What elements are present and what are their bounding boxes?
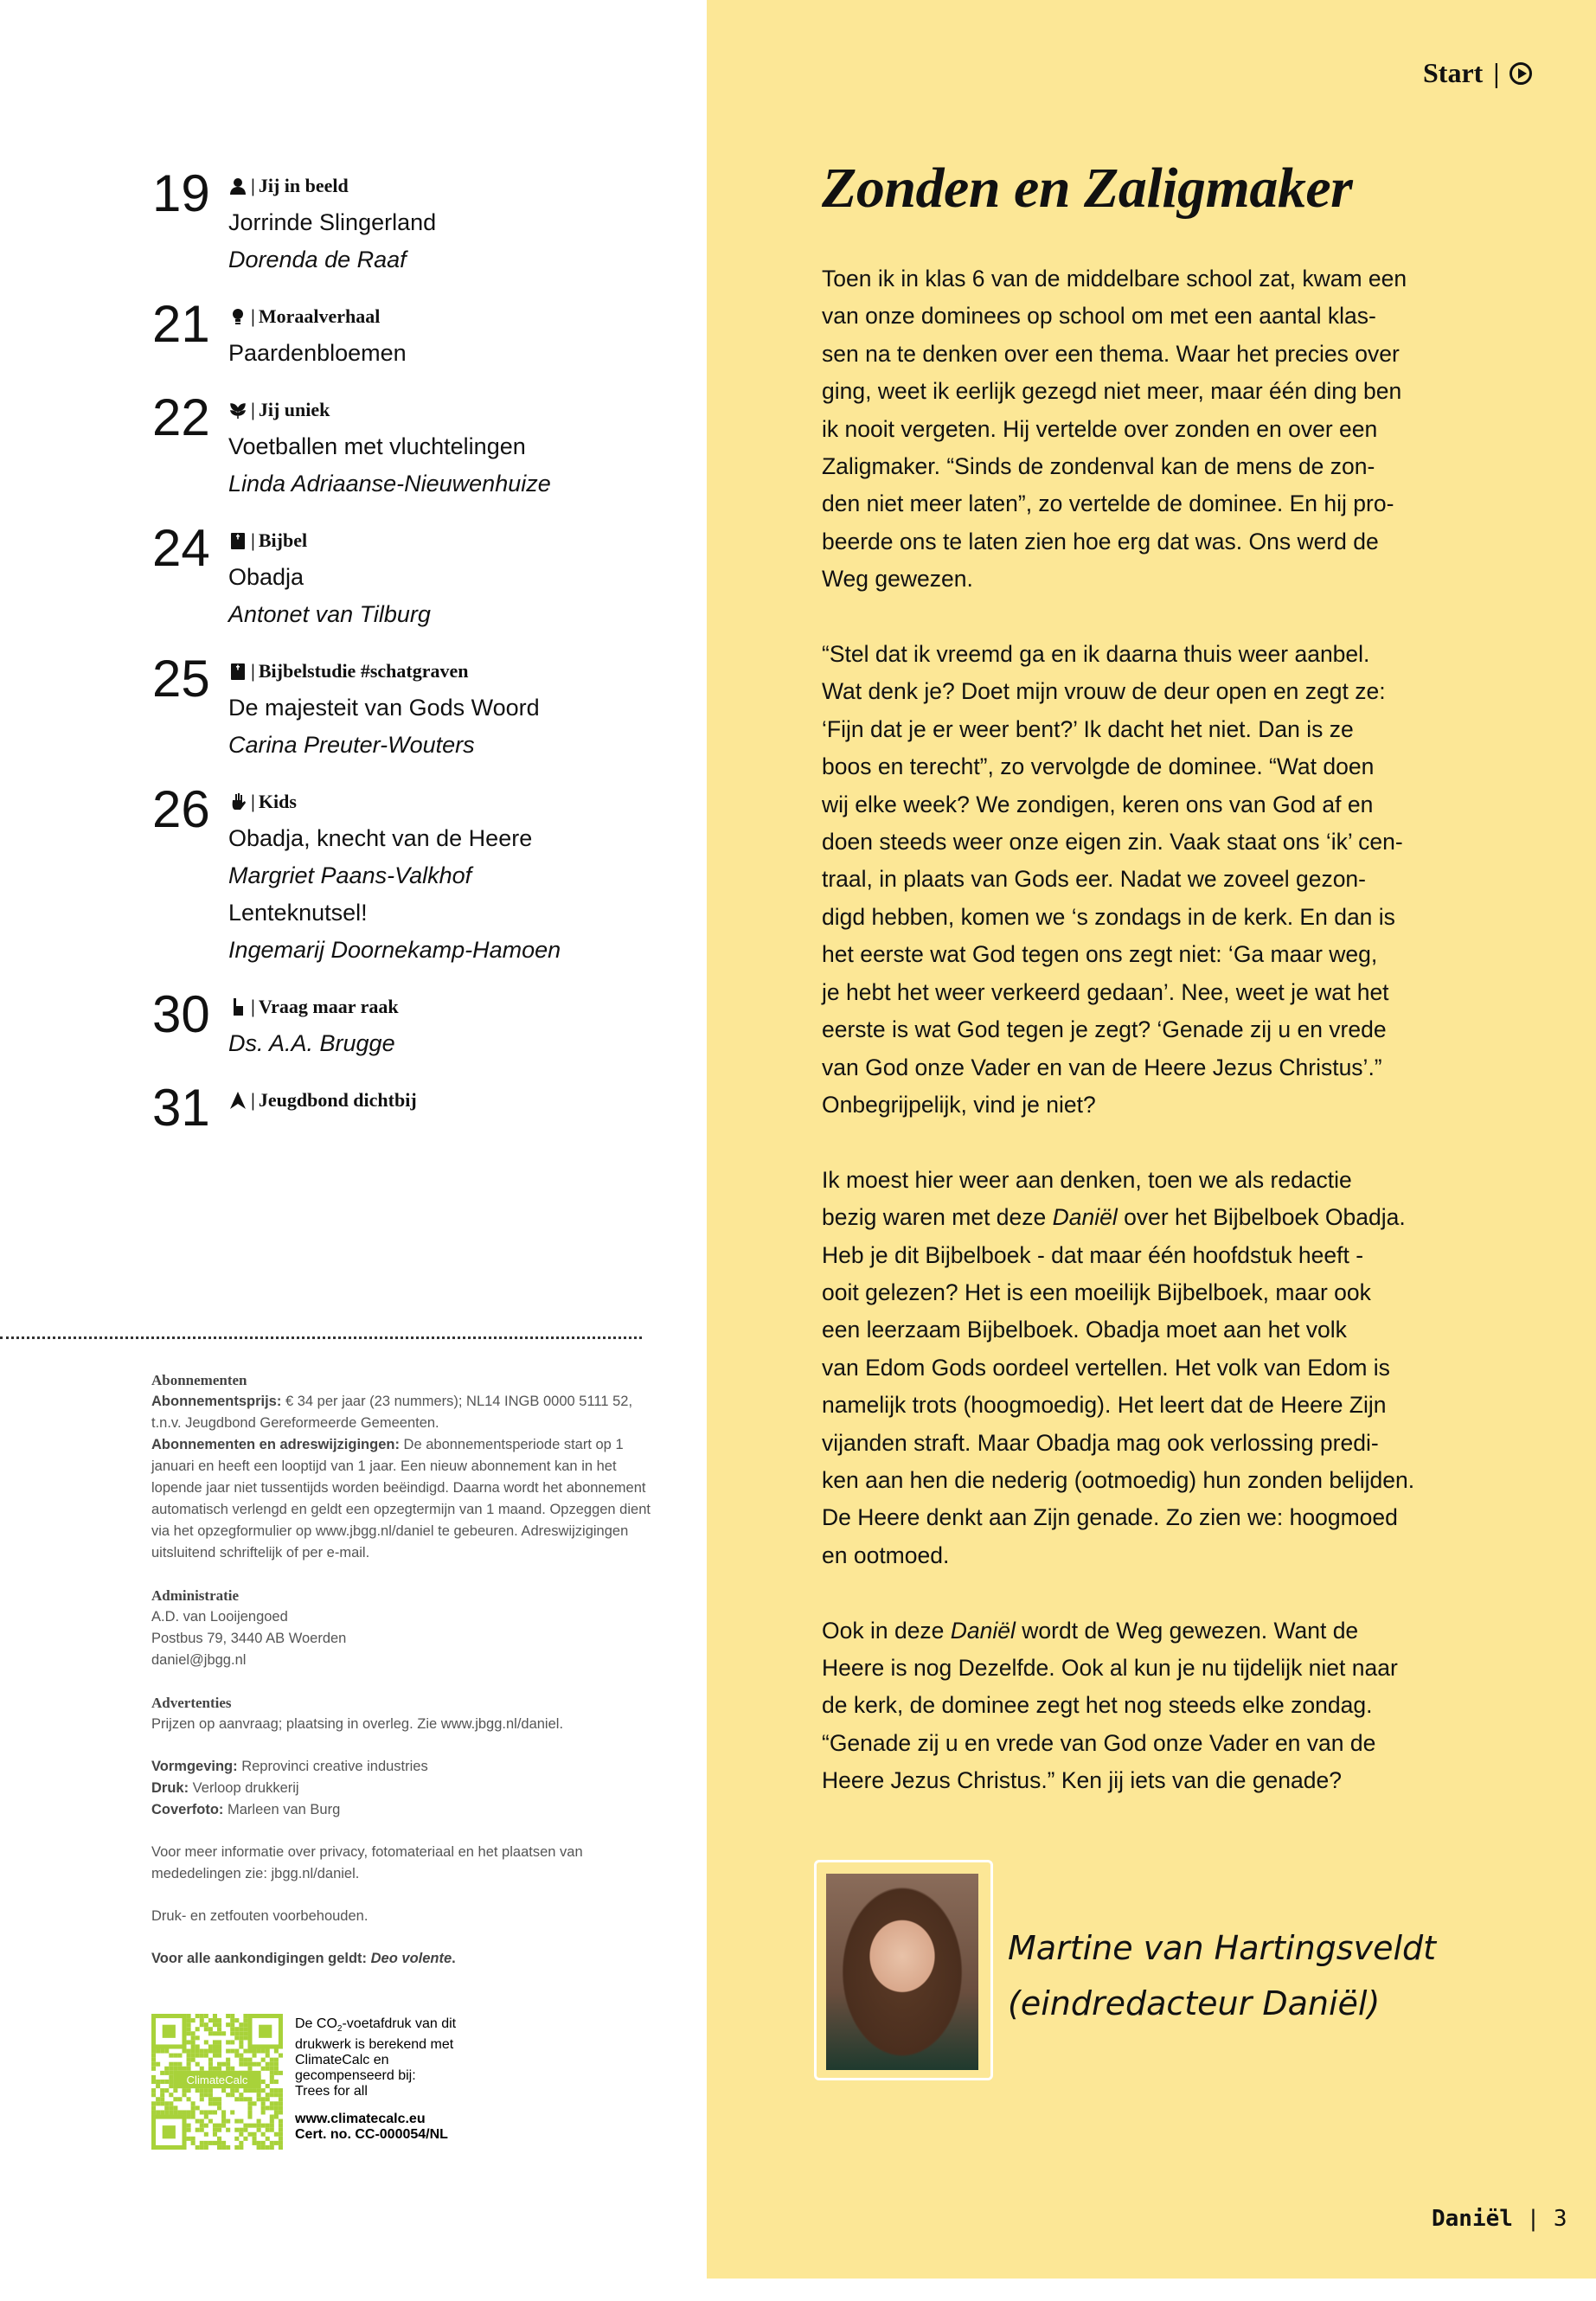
text-line: Ook in deze Daniël wordt de Weg gewezen. Want de xyxy=(822,1617,1359,1644)
article-title: Zonden en Zaligmaker xyxy=(822,157,1353,220)
text-line: ken aan hen die nederig (ootmoedig) hun zonden belijden. xyxy=(822,1466,1415,1493)
toc-entry[interactable] xyxy=(152,519,561,633)
toc-category: | Bijbelstudie #schatgraven xyxy=(228,652,561,689)
toc-category: | Jeugdbond dichtbij xyxy=(228,1081,561,1118)
text-line: ik nooit vergeten. Hij vertelde over zonden en over een xyxy=(822,415,1378,442)
text-line: je hebt het weer verkeerd gedaan’. Nee, weet je wat het xyxy=(822,978,1389,1005)
text-line: bezig waren met deze Daniël over het Bijbelboek Obadja. xyxy=(822,1204,1406,1231)
text-line: ooit gelezen? Het is een moeilijk Bijbelboek, maar ook xyxy=(822,1279,1371,1305)
hand-icon xyxy=(228,792,247,811)
climatecalc-qr-code[interactable] xyxy=(151,2014,283,2150)
admin-email[interactable]: daniel@jbgg.nl xyxy=(151,1652,247,1668)
text-line: namelijk trots (hoogmoedig). Het leert dat de Heere Zijn xyxy=(822,1392,1387,1419)
text-line: van Edom Gods oordeel vertellen. Het volk van Edom is xyxy=(822,1354,1390,1381)
text-line: Heere Jezus Christus.” Ken jij iets van die genade? xyxy=(822,1767,1342,1794)
lightbulb-icon xyxy=(228,307,247,326)
text-line: “Genade zij u en vrede van God onze Vader en van de xyxy=(822,1729,1376,1756)
toc-author: Margriet Paans-Valkhof xyxy=(228,862,472,888)
raised-hand-icon xyxy=(228,997,247,1016)
author-portrait xyxy=(826,1874,978,2070)
text-line: doen steeds weer onze eigen zin. Vaak staat ons ‘ik’ cen- xyxy=(822,829,1403,856)
toc-title: Obadja, knecht van de Heere xyxy=(228,825,533,851)
dotted-divider xyxy=(0,1336,642,1339)
toc-title: De majesteit van Gods Woord xyxy=(228,695,540,721)
text-line: Heb je dit Bijbelboek - dat maar één hoofdstuk heeft - xyxy=(822,1241,1364,1268)
start-label: Start xyxy=(1423,57,1484,88)
signature-role: (eindredacteur Daniël) xyxy=(1008,1984,1381,2022)
book-icon xyxy=(228,531,247,550)
toc-category: | Jij in beeld xyxy=(228,167,561,204)
text-line: Heere is nog Dezelfde. Ook al kun je nu tijdelijk niet naar xyxy=(822,1654,1398,1681)
credits: Vormgeving: Reprovinci creative industries Druk: Verloop drukkerij Coverfoto: Marleen van Burg xyxy=(151,1759,428,1817)
page-number: 3 xyxy=(1553,2206,1567,2232)
toc-author: Dorenda de Raaf xyxy=(228,247,407,272)
text-line: “Stel dat ik vreemd ga en ik daarna thuis weer aanbel. xyxy=(822,641,1370,668)
toc-title: Paardenbloemen xyxy=(228,340,407,366)
toc-title: Lenteknutsel! xyxy=(228,900,368,926)
text-line: Toen ik in klas 6 van de middelbare school zat, kwam een xyxy=(822,266,1407,292)
text-line: vijanden straft. Maar Obadja mag ook verlossing predi- xyxy=(822,1429,1379,1456)
toc-entry[interactable] xyxy=(152,388,561,503)
text-line: Wat denk je? Doet mijn vrouw de deur open en zegt ze: xyxy=(822,678,1386,705)
toc-author: Carina Preuter-Wouters xyxy=(228,732,475,758)
table-of-contents xyxy=(152,164,561,1138)
toc-author: Antonet van Tilburg xyxy=(228,601,431,627)
article-paragraph xyxy=(822,636,1414,1124)
text-line: ‘Fijn dat je er weer bent?’ Ik dacht het niet. Dan is ze xyxy=(822,715,1354,742)
toc-author: Linda Adriaanse-Nieuwenhuize xyxy=(228,471,551,497)
toc-category: | Moraalverhaal xyxy=(228,298,561,335)
text-line: sen na te denken over een thema. Waar het precies over xyxy=(822,340,1400,367)
text-line: en ootmoed. xyxy=(822,1541,950,1568)
toc-author: Ingemarij Doornekamp-Hamoen xyxy=(228,937,561,963)
text-line: Zaligmaker. “Sinds de zondenval kan de mens de zon- xyxy=(822,453,1375,480)
text-line: De Heere denkt aan Zijn genade. Zo zien we: hoogmoed xyxy=(822,1504,1398,1531)
toc-page-number: 30 xyxy=(152,985,210,1043)
text-line: Onbegrijpelijk, vind je niet? xyxy=(822,1091,1096,1118)
play-circle-icon[interactable] xyxy=(1509,62,1532,85)
article-paragraph xyxy=(822,260,1414,599)
text-line: beerde ons te laten zien hoe erg dat was. Ons werd de xyxy=(822,528,1379,554)
text-line: eerste is wat God tegen je zegt? ‘Genade zij u en vrede xyxy=(822,1016,1387,1043)
text-line: ging, weet ik eerlijk gezegd niet meer, maar één ding ben xyxy=(822,378,1402,405)
toc-author: Ds. A.A. Brugge xyxy=(228,1030,395,1056)
administratie-text: A.D. van Looijengoed Postbus 79, 3440 AB Woerden daniel@jbgg.nl xyxy=(151,1609,347,1668)
text-line: den niet meer laten”, zo vertelde de dominee. En hij pro- xyxy=(822,490,1394,517)
text-line: een leerzaam Bijbelboek. Obadja moet aan het volk xyxy=(822,1317,1347,1343)
toc-page-number: 22 xyxy=(152,388,210,446)
start-nav-link[interactable] xyxy=(1423,57,1532,89)
toc-page-number: 31 xyxy=(152,1079,210,1137)
person-icon xyxy=(228,176,247,195)
climatecalc-url[interactable]: www.climatecalc.eu xyxy=(295,2112,426,2127)
toc-category: | Bijbel xyxy=(228,522,561,559)
abonnementen-heading: Abonnementen xyxy=(151,1372,247,1388)
text-line: Ik moest hier weer aan denken, toen we als redactie xyxy=(822,1166,1352,1193)
colophon xyxy=(151,1369,653,1990)
toc-entry[interactable] xyxy=(152,652,561,764)
toc-page-number: 19 xyxy=(152,164,210,222)
toc-title: Jorrinde Slingerland xyxy=(228,209,437,235)
toc-category: | Kids xyxy=(228,783,561,820)
toc-entry[interactable] xyxy=(152,295,561,372)
separator: | xyxy=(1493,57,1500,88)
text-line: digd hebben, komen we ‘s zondags in de kerk. En dan is xyxy=(822,903,1395,930)
toc-entry[interactable] xyxy=(152,1079,561,1137)
toc-entry[interactable] xyxy=(152,164,561,279)
text-line: traal, in plaats van Gods eer. Nadat we zoveel gezon- xyxy=(822,866,1366,893)
article-paragraph xyxy=(822,1162,1414,1574)
svg-text:ClimateCalc: ClimateCalc xyxy=(186,2073,248,2087)
toc-title: Obadja xyxy=(228,564,304,590)
toc-category: | Vraag maar raak xyxy=(228,988,561,1025)
toc-entry[interactable] xyxy=(152,985,561,1062)
page-footer: Daniël | 3 xyxy=(1432,2206,1567,2232)
advertenties-heading: Advertenties xyxy=(151,1695,232,1711)
signature xyxy=(1008,1920,1436,2031)
toc-page-number: 21 xyxy=(152,295,210,353)
advertenties-text: Prijzen op aanvraag; plaatsing in overleg. Zie www.jbgg.nl/daniel. xyxy=(151,1716,564,1732)
toc-category: | Jij uniek xyxy=(228,391,561,428)
abonnementen-text: Abonnementsprijs: € 34 per jaar (23 nummers); NL14 INGB 0000 5111 52, t.n.v. Jeugdbond Gereformeerde Gemeenten. Abonnementen en adreswijzigingen: De abonnementsperiode start op 1 januari en heeft een looptijd van 1 jaar. Een nieuw abonnement kan in het lopende jaar niet tussentijds worden beëindigd. Daarna wordt het abonnement automatisch verlengd en geldt een opzegtermijn van 1 maand. Opzeggen dient via het opzegformulier op www.jbgg.nl/daniel te gebeuren. Adreswijzigingen uitsluitend schriftelijk of per e-mail. xyxy=(151,1394,651,1561)
text-line: wij elke week? We zondigen, keren ons van God af en xyxy=(822,791,1374,817)
co2-notice: De $CO_2$-voetafdruk van dit drukwerk is berekend met ClimateCalc en gecompenseerd bij: Trees for all www.climatecalc.eu Cert. no. CC-000054/NL xyxy=(295,2016,457,2143)
article-paragraph xyxy=(822,1612,1414,1800)
text-line: Weg gewezen. xyxy=(822,566,973,593)
sprout-icon xyxy=(228,401,247,420)
text-line: van onze dominees op school om met een aantal klas- xyxy=(822,303,1376,330)
privacy-text: Voor meer informatie over privacy, fotomateriaal en het plaatsen van mededelingen zie: jbgg.nl/daniel. xyxy=(151,1844,583,1881)
deo-volente: Voor alle aankondigingen geldt: Deo volente. xyxy=(151,1951,456,1966)
text-line: boos en terecht”, zo vervolgde de dominee. “Wat doen xyxy=(822,753,1375,780)
administratie-heading: Administratie xyxy=(151,1587,240,1604)
signature-name: Martine van Hartingsveldt xyxy=(1008,1929,1437,1967)
book-icon xyxy=(228,662,247,681)
text-line: van God onze Vader en van de Heere Jezus Christus’.” xyxy=(822,1054,1382,1080)
toc-page-number: 25 xyxy=(152,650,210,708)
text-line: de kerk, de dominee zegt het nog steeds elke zondag. xyxy=(822,1692,1373,1719)
toc-page-number: 26 xyxy=(152,780,210,838)
toc-page-number: 24 xyxy=(152,519,210,577)
toc-title: Voetballen met vluchtelingen xyxy=(228,433,526,459)
errata-text: Druk- en zetfouten voorbehouden. xyxy=(151,1908,369,1924)
arrow-up-icon xyxy=(228,1091,247,1110)
toc-entry[interactable] xyxy=(152,780,561,969)
article-body xyxy=(822,260,1414,1837)
text-line: het eerste wat God tegen ons zegt niet: ‘Ga maar weg, xyxy=(822,941,1378,968)
